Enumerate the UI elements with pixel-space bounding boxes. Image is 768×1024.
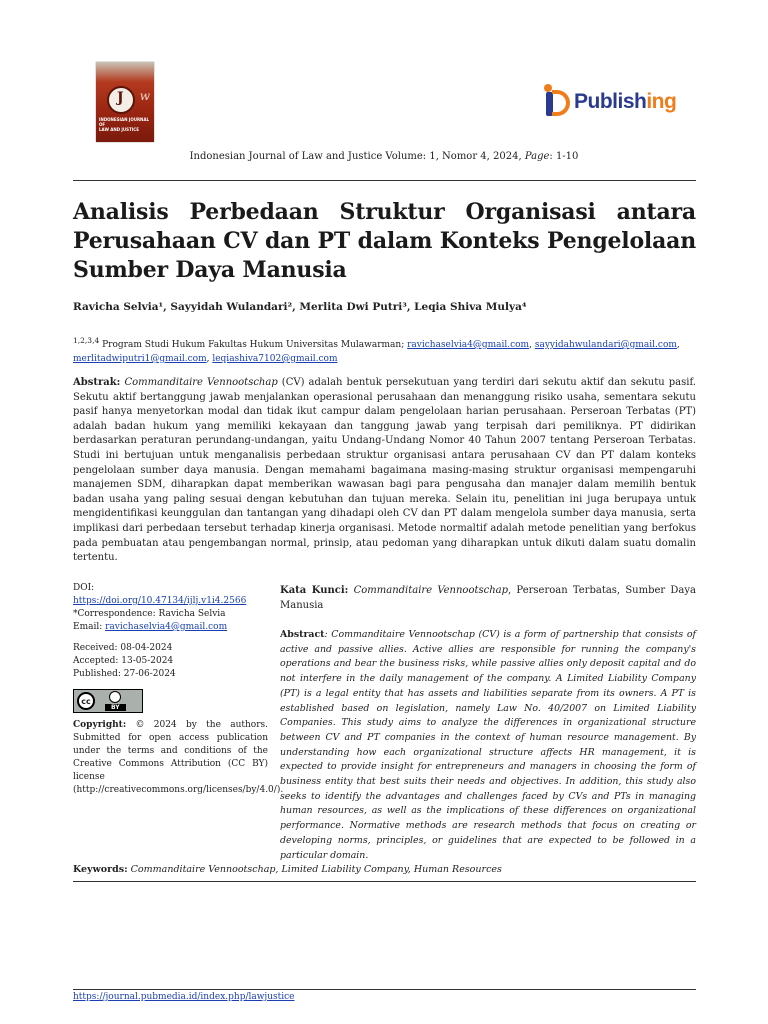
paper-title: Analisis Perbedaan Struktur Organisasi antara Perusahaan CV dan PT dalam Konteks Pengelolaan Sumber Daya Manusia [73, 199, 696, 283]
author-email-link[interactable]: sayyidahwulandari@gmail.com [534, 340, 677, 350]
cc-icon: cc [77, 692, 95, 710]
by-attribution-icon: BY [105, 691, 126, 711]
abstract-english: Abstract: Commanditaire Vennootschap (CV) is a form of partnership that consists of active and passive allies. Active allies are responsible for running the company's operations and bear the business risks, while passive allies only deposit capital and do not interfere in the daily management of the company. A Limited Liability Company (PT) is a legal entity that has assets and liabilities separate from its owners. A PT is established based on legislation, namely Law No. 40/2007 on Limited Liability Companies. This study aims to analyze the differences in organizational structure between CV and PT companies in the context of human resource management. By understanding how each organizational structure affects HR management, it is expected to provide insight for entrepreneurs and managers in choosing the form of business entity that best suits their needs and objectives. In addition, this study also seeks to identify the advantages and challenges faced by CVs and PTs in managing human resources, as well as the implications of these differences on organizational performance. Normative methods are research methods that focus on creating or developing norms, principles, or guidelines that are expected to be followed in a particular domain. [280, 629, 696, 861]
journal-citation-line: Indonesian Journal of Law and Justice Volume: 1, Nomor 4, 2024, Page: 1-10 [189, 151, 579, 162]
author-email-link[interactable]: ravichaselvia4@gmail.com [407, 340, 530, 350]
journal-url-link[interactable]: https://journal.pubmedia.id/index.php/lawjustice [73, 992, 295, 1002]
header-divider [73, 180, 696, 181]
affiliation: $^{1,2,3,4}$ Program Studi Hukum Fakultas Hukum Universitas Mulawarman; ravichaselvia4@gmail.com, sayyidahwulandari@gmail.com, merlitadwiputri1@gmail.com, leqiashiva7102@gmail.com [73, 336, 680, 364]
publisher-logo: Publishing [544, 84, 676, 120]
article-metadata: DOI: https://doi.org/10.47134/ijlj.v1i4.2566 *Correspondence: Ravicha Selvia Email: ravichaselvia4@gmail.com Received: 08-04-2024 Accepted: 13-05-2024 Published: 27-06-2024 cc BY Copyright: © 2024 by the authors. Submitted for open access publication under the terms and conditions of the Creative Commons Attribution (CC BY) license (http://creativecommons.org/licenses/by/4.0/). [73, 583, 284, 795]
author-email-link[interactable]: merlitadwiputri1@gmail.com [73, 354, 207, 364]
keywords-divider [73, 881, 696, 882]
author-email-link[interactable]: leqiashiva7102@gmail.com [212, 354, 338, 364]
journal-cover-image: J w INDONESIAN JOURNAL OF LAW AND JUSTICE [96, 62, 154, 142]
published-date: Published: 27-06-2024 [73, 669, 176, 679]
footer-divider [73, 989, 696, 990]
kata-kunci: Kata Kunci: Commanditaire Vennootschap, Perseroan Terbatas, Sumber Daya Manusia [280, 585, 696, 611]
author-list: Ravicha Selvia¹, Sayyidah Wulandari², Merlita Dwi Putri³, Leqia Shiva Mulya⁴ [73, 301, 527, 313]
abstract-indonesian: Abstrak: Commanditaire Vennootschap (CV) adalah bentuk persekutuan yang terdiri dari sekutu aktif dan sekutu pasif. Sekutu aktif bertanggung jawab menjalankan operasional perusahaan dan menanggung risiko usaha, sementara sekutu pasif hanya menyetorkan modal dan tidak ikut campur dalam pengelolaan harian perusahaan. Perseroan Terbatas (PT) adalah badan hukum yang memiliki kekayaan dan tanggung jawab yang terpisah dari pemiliknya. PT didirikan berdasarkan peraturan perundang-undangan, yaitu Undang-Undang Nomor 40 Tahun 2007 tentang Perseroan Terbatas. Studi ini bertujuan untuk menganalisis perbedaan struktur organisasi antara perusahaan CV dan PT dalam konteks pengelolaan sumber daya manusia. Dengan memahami bagaimana masing-masing struktur organisasi mempengaruhi manajemen SDM, diharapkan dapat memberikan wawasan bagi para pengusaha dan manajer dalam memilih bentuk badan usaha yang paling sesuai dengan kebutuhan dan tujuan mereka. Selain itu, penelitian ini juga berupaya untuk mengidentifikasi keunggulan dan tantangan yang dihadapi oleh CV dan PT dalam mengelola sumber daya manusia, serta implikasi dari perbedaan tersebut terhadap kinerja organisasi. Metode normaltif adalah metode penelitian yang berfokus pada pembuatan atau pengembangan normal, prinsip, atau pedoman yang diharapkan untuk dikuti dalam suatu domalin tertentu. [73, 377, 696, 564]
publisher-logo-icon [544, 84, 574, 120]
correspondence-email-link[interactable]: ravichaselvia4@gmail.com [105, 622, 228, 632]
journal-cover-caption: INDONESIAN JOURNAL OF LAW AND JUSTICE [99, 117, 150, 132]
journal-cover-emblem: J [107, 86, 135, 114]
keywords: Keywords: Commanditaire Vennootschap, Limited Liability Company, Human Resources [73, 864, 502, 875]
correspondence: *Correspondence: Ravicha Selvia [73, 609, 226, 619]
doi-link[interactable]: https://doi.org/10.47134/ijlj.v1i4.2566 [73, 596, 247, 606]
cc-by-license-badge [73, 689, 143, 713]
copyright-notice: Copyright: © 2024 by the authors. Submitted for open access publication under the terms and conditions of the Creative Commons Attribution (CC BY) license (http://creativecommons.org/licenses/by/4.0/). [73, 720, 284, 795]
accepted-date: Accepted: 13-05-2024 [73, 656, 174, 666]
doi-label: DOI: [73, 583, 95, 593]
received-date: Received: 08-04-2024 [73, 643, 173, 653]
